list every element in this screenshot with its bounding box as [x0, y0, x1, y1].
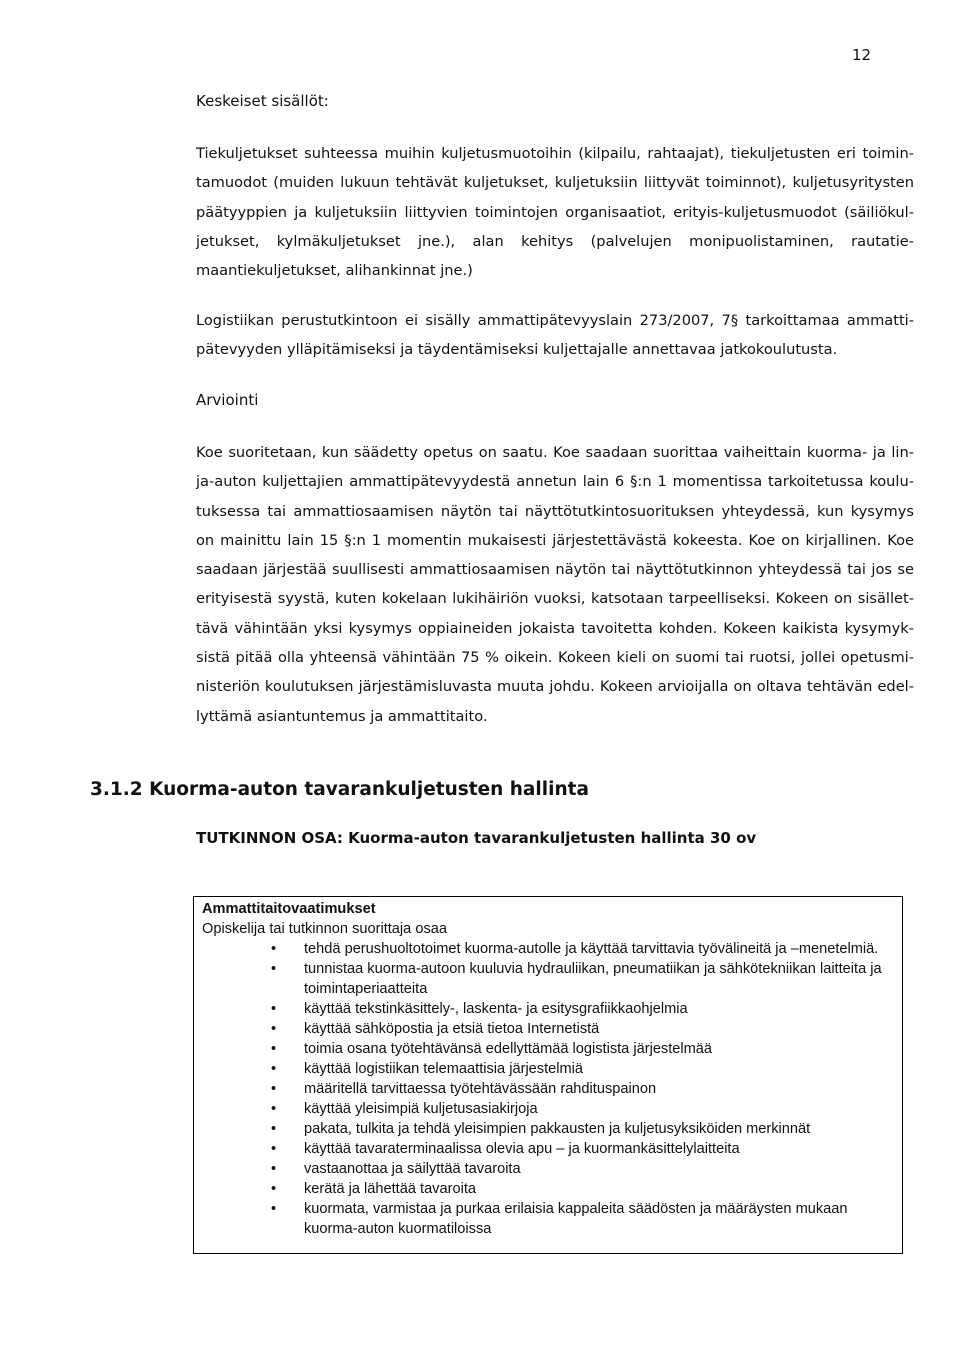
bullet-icon: •	[271, 1181, 277, 1197]
bullet-icon: •	[271, 961, 277, 977]
text-line: tuksessa tai ammattiosaamisen näytön tai näyttötutkintosuorituksen yhteydessä, kun kysymys	[196, 502, 914, 520]
text-line: jetukset, kylmäkuljetukset jne.), alan kehitys (palvelujen monipuolistaminen, rautatie-	[196, 232, 914, 250]
section-heading-3-1-2: 3.1.2 Kuorma-auton tavarankuljetusten hallinta	[90, 779, 589, 800]
list-item	[202, 1079, 894, 1099]
text-line: Koe suoritetaan, kun säädetty opetus on saatu. Koe saadaan suorittaa vaiheittain kuorma- ja lin-	[196, 444, 914, 461]
bullet-icon: •	[271, 1161, 277, 1177]
requirements-list	[202, 939, 894, 1239]
list-item-text: toimia osana työtehtävänsä edellyttämää logistista järjestelmää	[304, 1041, 713, 1057]
bullet-icon: •	[271, 1201, 277, 1217]
paragraph-transport-content	[196, 139, 914, 285]
bullet-icon: •	[271, 1021, 277, 1037]
list-item-text: tehdä perushuoltotoimet kuorma-autolle ja käyttää tarvittavia työvälineitä ja –menetelmiä.	[304, 941, 879, 957]
paragraph-evaluation	[196, 438, 914, 731]
text-line: maantiekuljetukset, alihankinnat jne.)	[196, 262, 473, 280]
bullet-icon: •	[271, 1141, 277, 1157]
list-item-text: pakata, tulkita ja tehdä yleisimpien pakkausten ja kuljetusyksiköiden merkinnät	[304, 1121, 811, 1137]
list-item	[202, 1099, 894, 1119]
list-item-text: kuormata, varmistaa ja purkaa erilaisia kappaleita säädösten ja määräysten mukaan kuorma-auton kuormatiloissa	[304, 1201, 848, 1237]
list-item-text: tunnistaa kuorma-autoon kuuluvia hydrauliikan, pneumatiikan ja sähkötekniikan laitteita ja toimintaperiaatteita	[304, 961, 882, 997]
text-line: Logistiikan perustutkintoon ei sisälly ammattipätevyyslain 273/2007, 7§ tarkoittamaa ammatti-	[196, 312, 914, 329]
bullet-icon: •	[271, 941, 277, 957]
unit-title: TUTKINNON OSA: Kuorma-auton tavarankuljetusten hallinta 30 ov	[196, 829, 757, 847]
requirements-title: Ammattitaitovaatimukset	[202, 901, 376, 917]
bullet-icon: •	[271, 1041, 277, 1057]
text-line: Tiekuljetukset suhteessa muihin kuljetusmuotoihin (kilpailu, rahtaajat), tiekuljetusten eri toimin-	[196, 145, 914, 162]
bullet-icon: •	[271, 1001, 277, 1017]
text-line: saadaan järjestää suullisesti ammattiosaamisen näytön tai näyttötutkinnon yhteydessä tai jos se	[196, 561, 914, 579]
requirements-box	[193, 896, 903, 1254]
section-heading: Keskeiset sisällöt:	[196, 92, 329, 110]
text-line: nisteriön koulutuksen järjestämisluvasta muuta johdu. Kokeen arvioijalla on oltava tehtävän edel-	[196, 678, 914, 696]
bullet-icon: •	[271, 1101, 277, 1117]
text-line: tävä vähintään yksi kysymys oppiaineiden jokaista tavoitetta kohden. Kokeen kaikista kysymyk-	[196, 619, 914, 637]
text-line: ja-auton kuljettajien ammattipätevyydestä annetun lain 6 §:n 1 momentissa tarkoitetussa koulu-	[196, 473, 914, 491]
list-item-text: määritellä tarvittaessa työtehtävässään rahdituspainon	[304, 1081, 657, 1097]
list-item	[202, 1019, 894, 1039]
list-item	[202, 959, 894, 999]
list-item-text: vastaanottaa ja säilyttää tavaroita	[304, 1161, 521, 1177]
list-item	[202, 999, 894, 1019]
page-number: 12	[852, 46, 872, 64]
list-item-text: kerätä ja lähettää tavaroita	[304, 1181, 476, 1197]
requirements-intro: Opiskelija tai tutkinnon suorittaja osaa	[202, 921, 447, 937]
list-item	[202, 1039, 894, 1059]
text-line: erityisestä syystä, kuten kokelaan lukihäiriön vuoksi, katsotaan tarpeelliseksi. Kokeen on sisället-	[196, 590, 914, 608]
paragraph-further-training	[196, 306, 914, 365]
list-item	[202, 1199, 894, 1239]
bullet-icon: •	[271, 1121, 277, 1137]
list-item-text: käyttää sähköpostia ja etsiä tietoa Internetistä	[304, 1021, 600, 1037]
text-line: on mainittu lain 15 §:n 1 momentin mukaisesti järjestettävästä kokeesta. Koe on kirjallinen. Koe	[196, 531, 914, 549]
bullet-icon: •	[271, 1081, 277, 1097]
list-item	[202, 1059, 894, 1079]
list-item-text: käyttää tavaraterminaalissa olevia apu – ja kuormankäsittelylaitteita	[304, 1141, 740, 1157]
list-item	[202, 939, 894, 959]
text-line: pätevyyden ylläpitämiseksi ja täydentämiseksi kuljettajalle annettavaa jatkokoulutusta.	[196, 341, 838, 359]
text-line: päätyyppien ja kuljetuksiin liittyvien toimintojen organisaatiot, erityis-kuljetusmuodot (säiliökul-	[196, 203, 914, 221]
list-item	[202, 1119, 894, 1139]
bullet-icon: •	[271, 1061, 277, 1077]
list-item-text: käyttää tekstinkäsittely-, laskenta- ja esitysgrafiikkaohjelmia	[304, 1001, 688, 1017]
subheading-evaluation: Arviointi	[196, 391, 259, 409]
text-line: lyttämä asiantuntemus ja ammattitaito.	[196, 707, 488, 725]
list-item	[202, 1139, 894, 1159]
text-line: sistä pitää olla yhteensä vähintään 75 % oikein. Kokeen kieli on suomi tai ruotsi, jollei opetusmi-	[196, 649, 914, 667]
list-item-text: käyttää yleisimpiä kuljetusasiakirjoja	[304, 1101, 538, 1117]
text-line: tamuodot (muiden lukuun tehtävät kuljetukset, kuljetuksiin liittyvät toiminnot), kuljetusyritysten	[196, 174, 914, 192]
list-item	[202, 1159, 894, 1179]
list-item-text: käyttää logistiikan telemaattisia järjestelmiä	[304, 1061, 584, 1077]
list-item	[202, 1179, 894, 1199]
